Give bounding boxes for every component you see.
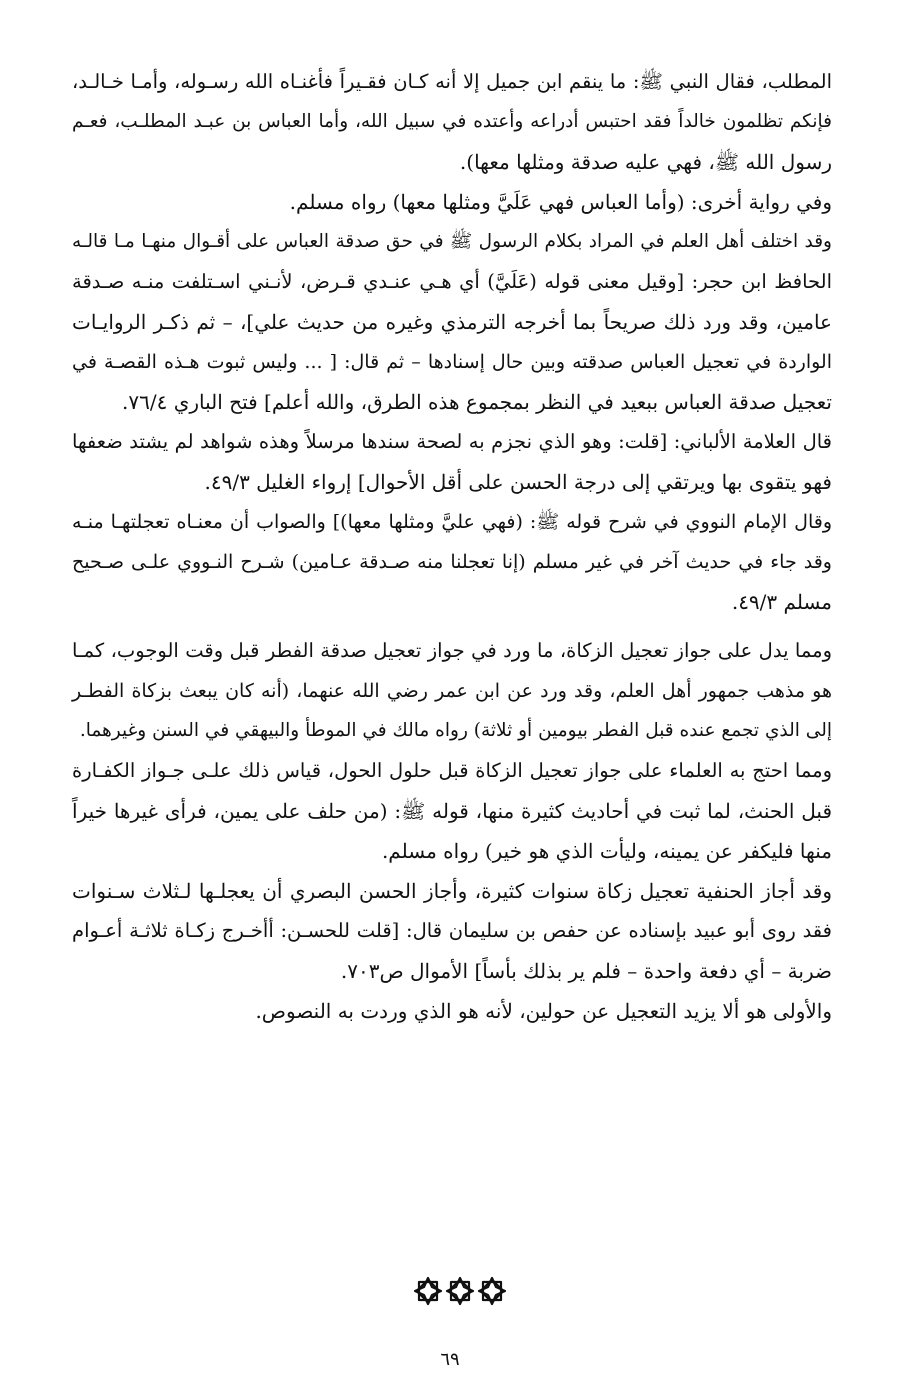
text-line: إلى الذي تجمع عنده قبل الفطر بيومين أو ثلاثة) رواه مالك في الموطأ والبيهقي في السنن وغيرهما. <box>79 720 832 741</box>
text-line: عامين، وقد ورد ذلك صريحاً بما أخرجه الترمذي وغيره من حديث علي]، – ثم ذكـر الروايـات <box>72 310 832 334</box>
text-line: وفي رواية أخرى: (وأما العباس فهي عَلَيَّ ومثلها معها) رواه مسلم. <box>289 190 832 214</box>
text-line: قبل الحنث، لما ثبت في أحاديث كثيرة منها، قوله ﷺ: (من حلف على يمين، فرأى غيرها خيراً <box>72 799 832 823</box>
paragraph <box>72 62 832 182</box>
text-line: ومما يدل على جواز تعجيل الزكاة، ما ورد في جواز تعجيل صدقة الفطر قبل وقت الوجوب، كمـا <box>72 639 832 662</box>
text-line: هو مذهب جمهور أهل العلم، وقد ورد عن ابن عمر رضي الله عنهما، (أنه كان يبعث بزكاة الفطـر <box>72 680 832 702</box>
text-line: فقد روى أبو عبيد بإسناده عن حفص بن سليمان قال: [قلت للحسـن: أأخـرج زكـاة ثلاثـة أعـوام <box>72 919 832 942</box>
page-body <box>72 62 832 1031</box>
text-line: تعجيل صدقة العباس ببعيد في النظر بمجموع هذه الطرق، والله أعلم] فتح الباري ٧٦/٤. <box>122 390 832 414</box>
text-line: الواردة في تعجيل العباس صدقته وبين حال إسنادها – ثم قال: [ ... وليس ثبوت هـذه القصـة في <box>72 351 832 373</box>
text-line: فإنكم تظلمون خالداً فقد احتبس أدراعه وأعتده في سبيل الله، وأما العباس بن عبـد المطلـب، فعـم <box>72 111 832 132</box>
text-line: مسلم ٤٩/٣. <box>731 590 832 614</box>
text-line: رسول الله ﷺ، فهي عليه صدقة ومثلها معها). <box>459 150 832 174</box>
text-line: المطلب، فقال النبي ﷺ: ما ينقم ابن جميل إلا أنه كـان فقـيراً فأغنـاه الله رسـوله، وأمـا خـالـد، <box>72 70 832 93</box>
paragraph <box>72 422 832 502</box>
text-line: وقد جاء في حديث آخر في غير مسلم (إنا تعجلنا منه صـدقة عـامين) شـرح النـووي علـى صـحيح <box>72 551 832 573</box>
paragraph <box>72 502 832 622</box>
text-line: وقد أجاز الحنفية تعجيل زكاة سنوات كثيرة، وأجاز الحسن البصري أن يعجلـها لـثلاث سـنوات <box>72 879 832 903</box>
text-line: والأولى هو ألا يزيد التعجيل عن حولين، لأنه هو الذي وردت به النصوص. <box>255 999 832 1023</box>
paragraph <box>72 631 832 751</box>
text-line: وقال الإمام النووي في شرح قوله ﷺ: (فهي عليَّ ومثلها معها)] والصواب أن معنـاه تعجلتهـا منـه <box>72 511 832 533</box>
page-number: ٦٩ <box>440 1349 460 1370</box>
text-line: الحافظ ابن حجر: [وقيل معنى قوله (عَلَيَّ) أي هـي عنـدي قـرض، لأنـني اسـتلفت منـه صـدقة <box>72 270 832 293</box>
text-line: ضربة – أي دفعة واحدة – فلم ير بذلك بأساً] الأموال ص٧٠٣. <box>340 959 832 983</box>
paragraph <box>72 991 832 1031</box>
text-line: منها فليكفر عن يمينه، وليأت الذي هو خير) رواه مسلم. <box>381 839 832 863</box>
paragraph <box>72 871 832 991</box>
text-line: ومما احتج به العلماء على جواز تعجيل الزكاة قبل حلول الحول، قياس ذلك علـى جـواز الكفـارة <box>72 759 832 782</box>
text-line: قال العلامة الألباني: [قلت: وهو الذي نجزم به لصحة سندها مرسلاً وهذه شواهد لم يشتد ضعفها <box>72 430 832 453</box>
paragraph <box>72 751 832 871</box>
paragraph <box>72 182 832 222</box>
paragraph <box>72 222 832 422</box>
triple-star-ornament-icon <box>412 1276 508 1306</box>
text-line: وقد اختلف أهل العلم في المراد بكلام الرسول ﷺ في حق صدقة العباس على أقـوال منهـا مـا قالـه <box>72 231 832 252</box>
text-line: فهو يتقوى بها ويرتقي إلى درجة الحسن على أقل الأحوال] إرواء الغليل ٤٩/٣. <box>204 470 832 494</box>
